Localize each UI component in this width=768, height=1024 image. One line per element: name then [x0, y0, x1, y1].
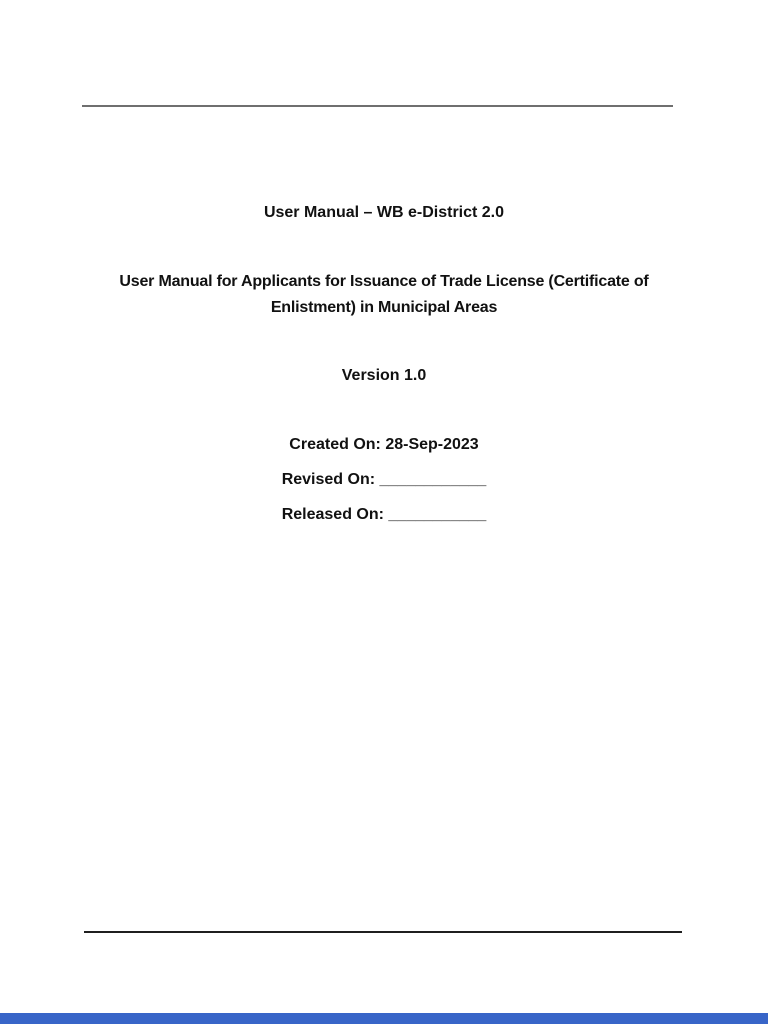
released-on-label: Released On: ___________ — [281, 506, 487, 523]
document-subtitle-line-2: Enlistment) in Municipal Areas — [270, 299, 498, 316]
footer-rule — [84, 931, 682, 933]
document-subtitle — [0, 269, 768, 321]
document-subtitle-line-1: User Manual for Applicants for Issuance of Trade License (Certificate of — [119, 273, 649, 290]
version-label: Version 1.0 — [341, 367, 427, 384]
viewer-footer-bar — [0, 1013, 768, 1024]
revised-on-label: Revised On: ____________ — [281, 471, 487, 488]
created-on-label: Created On: 28-Sep-2023 — [289, 436, 479, 453]
header-rule — [82, 105, 673, 107]
document-title: User Manual – WB e-District 2.0 — [263, 204, 505, 221]
